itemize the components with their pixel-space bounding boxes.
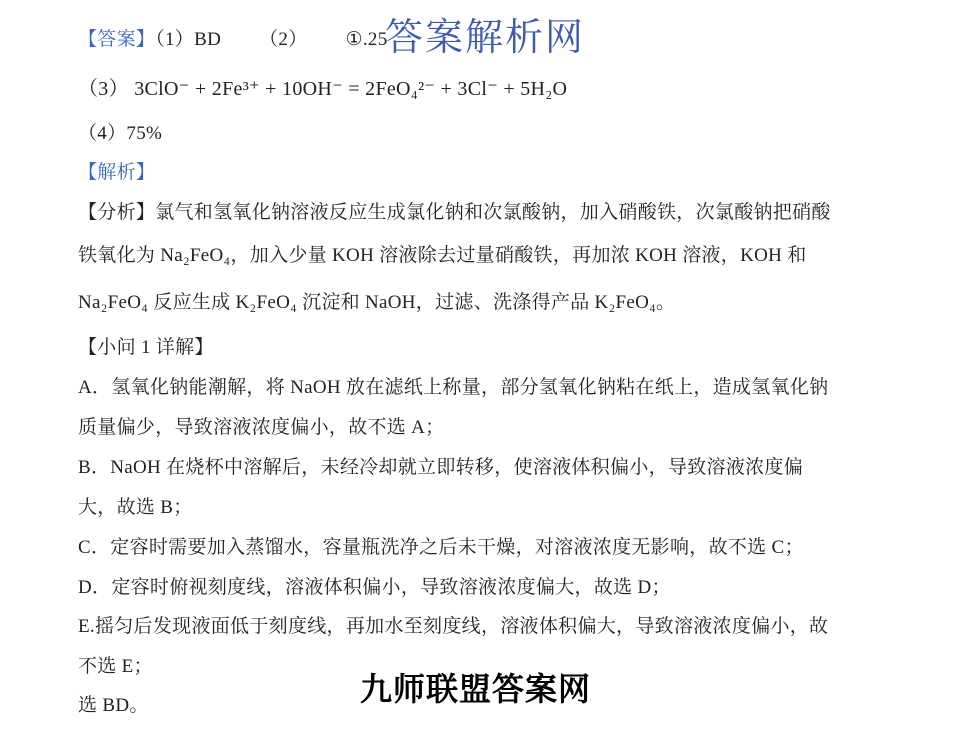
q1-header: 【小问 1 详解】 <box>78 337 214 358</box>
answer-part2-value: ①.25 <box>345 29 388 50</box>
q1-line: D．定容时俯视刻度线，溶液体积偏小，导致溶液浓度偏大，故选 D； <box>78 577 671 598</box>
q1-line: A．氢氧化钠能潮解，将 NaOH 放在滤纸上称量，部分氢氧化钠粘在纸上，造成氢氧化钠 <box>78 377 829 398</box>
q1-line: B．NaOH 在烧杯中溶解后，未经冷却就立即转移，使溶液体积偏小，导致溶液浓度偏 <box>78 457 804 478</box>
answer-part2: （2） <box>259 29 308 50</box>
q1-line: E.摇匀后发现液面低于刻度线，再加水至刻度线，溶液体积偏大，导致溶液浓度偏小，故 <box>78 616 829 637</box>
answer-part4: （4）75% <box>78 123 163 144</box>
analysis-line-2: 铁氧化为 Na₂FeO₄，加入少量 KOH 溶液除去过量硝酸铁，再加浓 KOH 溶液，KOH 和 <box>78 245 807 266</box>
q1-line: 质量偏少，导致溶液浓度偏小，故不选 A； <box>78 417 445 438</box>
answer-line-4 <box>78 118 162 145</box>
watermark-bottom: 九师联盟答案网 <box>360 670 592 708</box>
q1-line: 不选 E； <box>78 656 153 677</box>
q1-line: C．定容时需要加入蒸馏水，容量瓶洗净之后未干燥，对溶液浓度无影响，故不选 C； <box>78 537 804 558</box>
analysis-label: 【解析】 <box>78 162 156 183</box>
analysis-line-1: 【分析】氯气和氢氧化钠溶液反应生成氯化钠和次氯酸钠，加入硝酸铁，次氯酸钠把硝酸 <box>78 202 831 223</box>
analysis-line-3: Na₂FeO₄ 反应生成 K₂FeO₄ 沉淀和 NaOH，过滤、洗涤得产品 K₂FeO₄。 <box>78 292 676 313</box>
answer-part3-prefix: （3） <box>78 78 129 100</box>
answer-line-1 <box>78 24 388 51</box>
answer-part1: （1）BD <box>155 29 222 50</box>
q1-line: 选 BD。 <box>78 695 149 716</box>
q1-line: 大，故选 B； <box>78 497 193 518</box>
answer-part3-equation: 3ClO⁻ + 2Fe³⁺ + 10OH⁻ = 2FeO₄²⁻ + 3Cl⁻ + 5H₂O <box>134 78 568 100</box>
answer-line-3 <box>78 72 567 101</box>
watermark-top: 答案解析网 <box>385 15 586 59</box>
answer-label: 【答案】 <box>78 29 156 50</box>
